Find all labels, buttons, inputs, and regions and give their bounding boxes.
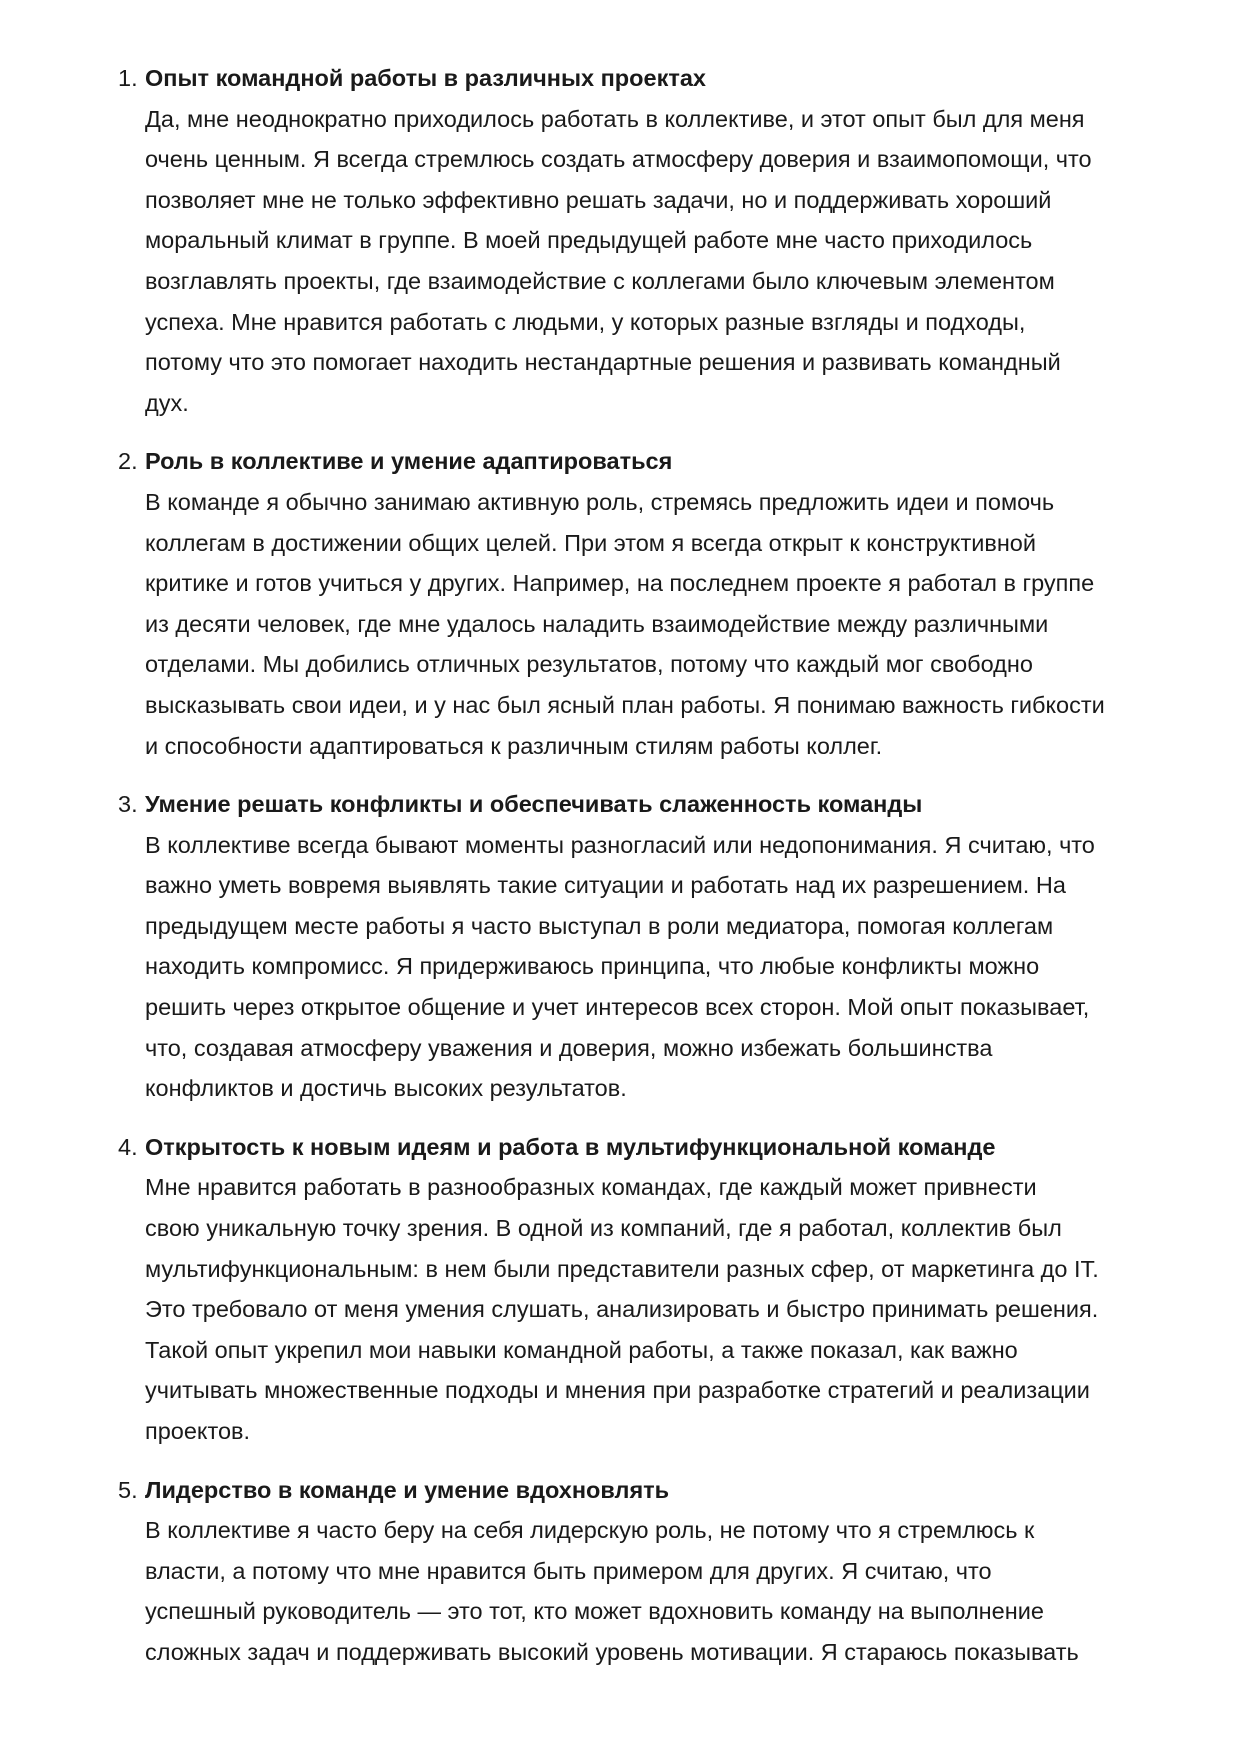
list-item — [118, 1127, 1239, 1452]
paragraph-line: и способности адаптироваться к различным стилям работы коллег. — [145, 732, 883, 759]
list-number: 1. — [118, 65, 138, 91]
paragraph-line: успешный руководитель — это тот, кто может вдохновить команду на выполнение — [145, 1598, 1044, 1625]
paragraph-line: очень ценным. Я всегда стремлюсь создать атмосферу доверия и взаимопомощи, что — [145, 146, 1092, 173]
list-item-content — [145, 784, 1239, 1109]
paragraph-line: В коллективе всегда бывают моменты разногласий или недопонимания. Я считаю, что — [145, 831, 1095, 858]
paragraph-line: что, создавая атмосферу уважения и доверия, можно избежать большинства — [145, 1034, 993, 1061]
paragraph-line: критике и готов учиться у других. Например, на последнем проекте я работал в группе — [145, 570, 1095, 597]
paragraph-line: находить компромисс. Я придерживаюсь принципа, что любые конфликты можно — [145, 953, 1040, 980]
paragraph-line: Мне нравится работать в разнообразных командах, где каждый может привнести — [145, 1174, 1037, 1201]
paragraph-line: решить через открытое общение и учет интересов всех сторон. Мой опыт показывает, — [145, 994, 1090, 1021]
paragraph-line: сложных задач и поддерживать высокий уровень мотивации. Я стараюсь показывать — [145, 1638, 1079, 1665]
paragraph-line: из десяти человек, где мне удалось наладить взаимодействие между различными — [145, 610, 1049, 637]
paragraph-line: свою уникальную точку зрения. В одной из компаний, где я работал, коллектив был — [145, 1215, 1062, 1242]
paragraph-line: мультифункциональным: в нем были представители разных сфер, от маркетинга до IT. — [145, 1255, 1099, 1282]
paragraph-line: дух. — [145, 389, 189, 416]
item-heading: Открытость к новым идеям и работа в мультифункциональной команде — [145, 1133, 996, 1160]
list-item-content — [145, 58, 1239, 423]
list-item-content — [145, 441, 1239, 766]
paragraph-line: высказывать свои идеи, и у нас был ясный план работы. Я понимаю важность гибкости — [145, 691, 1105, 718]
list-item-content — [145, 1127, 1239, 1452]
list-number: 2. — [118, 448, 138, 475]
item-heading: Опыт командной работы в различных проектах — [145, 65, 706, 91]
paragraph-line: конфликтов и достичь высоких результатов. — [145, 1075, 627, 1102]
list-item — [118, 441, 1239, 766]
list-number: 5. — [118, 1476, 138, 1503]
list-item — [118, 1470, 1239, 1673]
paragraph-line: В команде я обычно занимаю активную роль, стремясь предложить идеи и помочь — [145, 488, 1055, 515]
paragraph-line: предыдущем месте работы я часто выступал в роли медиатора, помогая коллегам — [145, 912, 1054, 939]
paragraph-line: Это требовало от меня умения слушать, анализировать и быстро принимать решения. — [145, 1296, 1099, 1323]
list-item — [118, 58, 1239, 423]
paragraph-line: позволяет мне не только эффективно решать задачи, но и поддерживать хороший — [145, 186, 1052, 213]
paragraph-line: моральный климат в группе. В моей предыдущей работе мне часто приходилось — [145, 227, 1033, 254]
paragraph-line: учитывать множественные подходы и мнения при разработке стратегий и реализации — [145, 1377, 1090, 1404]
paragraph-line: Такой опыт укрепил мои навыки командной работы, а также показал, как важно — [145, 1336, 1018, 1363]
paragraph-line: Да, мне неоднократно приходилось работать в коллективе, и этот опыт был для меня — [145, 105, 1085, 132]
paragraph-line: коллегам в достижении общих целей. При этом я всегда открыт к конструктивной — [145, 529, 1036, 556]
list-item-content — [145, 1470, 1239, 1673]
paragraph-line: В коллективе я часто беру на себя лидерскую роль, не потому что я стремлюсь к — [145, 1517, 1035, 1544]
paragraph-line: отделами. Мы добились отличных результатов, потому что каждый мог свободно — [145, 651, 1033, 678]
paragraph-line: успеха. Мне нравится работать с людьми, у которых разные взгляды и подходы, — [145, 308, 1026, 335]
paragraph-line: важно уметь вовремя выявлять такие ситуации и работать над их разрешением. На — [145, 872, 1066, 899]
paragraph-line: потому что это помогает находить нестандартные решения и развивать командный — [145, 349, 1061, 376]
item-heading: Лидерство в команде и умение вдохновлять — [145, 1476, 670, 1503]
paragraph-line: возглавлять проекты, где взаимодействие с коллегами было ключевым элементом — [145, 267, 1055, 294]
item-heading: Роль в коллективе и умение адаптироваться — [145, 448, 673, 475]
list-number: 3. — [118, 791, 138, 818]
list-number: 4. — [118, 1133, 138, 1160]
item-heading: Умение решать конфликты и обеспечивать слаженность команды — [145, 791, 923, 818]
paragraph-line: проектов. — [145, 1418, 251, 1444]
list-item — [118, 784, 1239, 1109]
paragraph-line: власти, а потому что мне нравится быть примером для других. Я считаю, что — [145, 1557, 992, 1584]
